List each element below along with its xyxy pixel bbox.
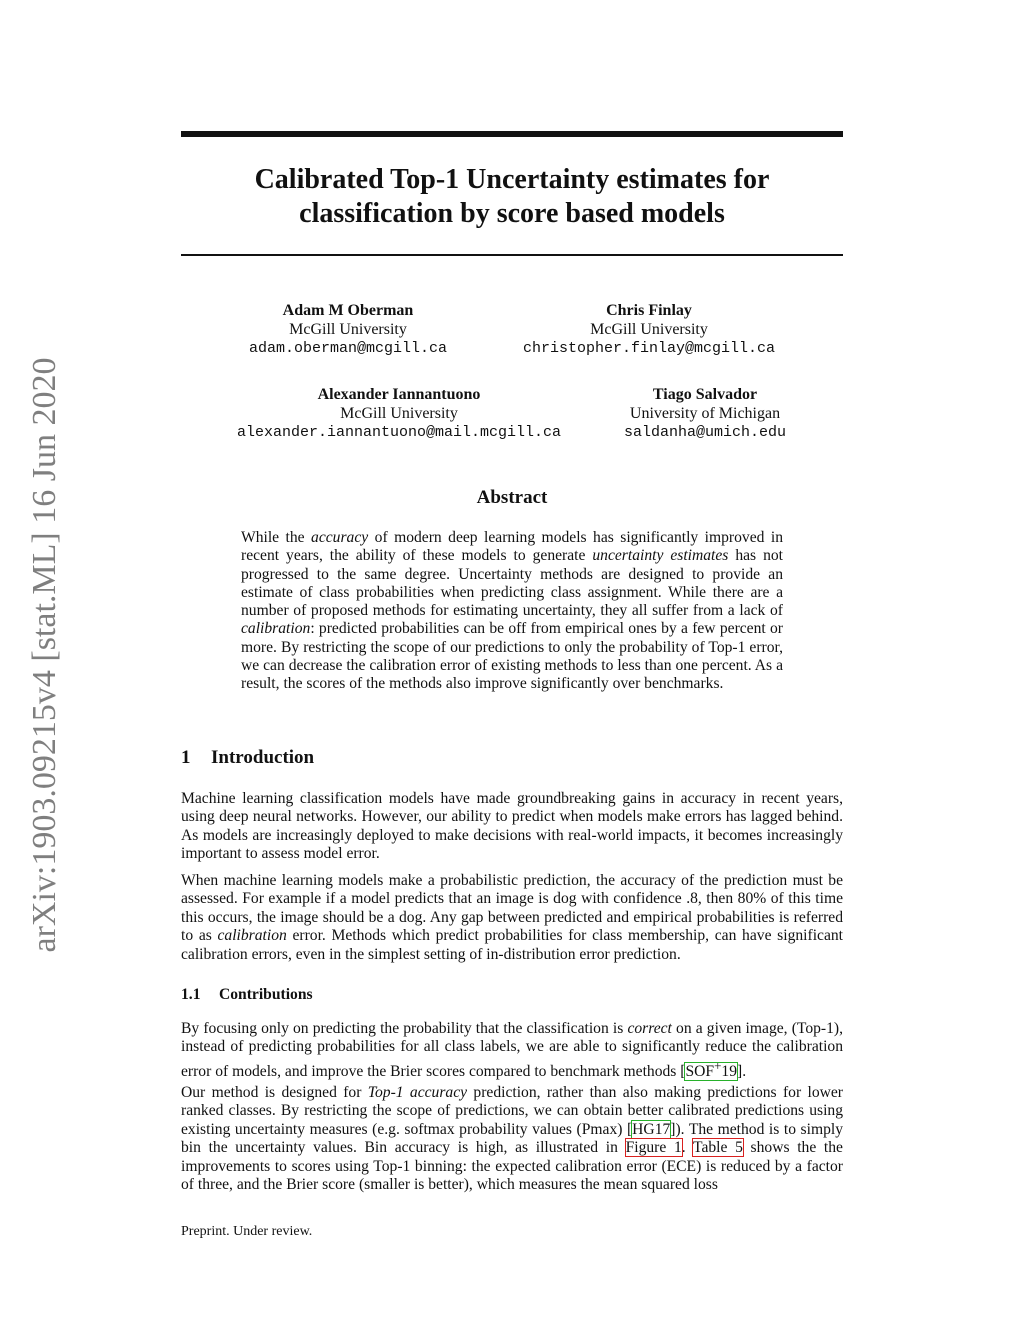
abstract-text: While the <box>241 529 312 546</box>
citation-superscript: + <box>714 1057 722 1073</box>
paper-title: Calibrated Top-1 Uncertainty estimates for classification by score based models <box>254 164 770 229</box>
title-bottom-rule <box>181 254 843 256</box>
paragraph-text: When machine learning models make a probabilistic prediction, the accuracy of the prediction must be assessed. For example if a model predicts that an image is dog with confidence .8, then 80% of this time this occurs, the image should be a dog. Any gap between predicted and empirical probabilities is referred to as <box>181 872 843 945</box>
abstract-emphasis: calibration <box>241 620 311 638</box>
author-block <box>236 385 562 442</box>
paragraph-emphasis: correct <box>627 1020 672 1037</box>
table-reference-link[interactable]: Table 5 <box>693 1139 743 1157</box>
abstract-text: has not progressed to the same degree. Uncertainty methods are designed to provide an estimate of class probabilities when predicting class assignment. While there are a number of proposed methods for estimating uncertainty, they all suffer from a lack of <box>241 547 784 620</box>
abstract-emphasis: uncertainty estimates <box>592 547 729 565</box>
author-name: Tiago Salvador <box>652 386 758 403</box>
paragraph-emphasis: Top-1 accuracy <box>367 1084 468 1101</box>
abstract-text: : predicted probabilities can be off from empirical ones by a few percent or more. By restricting the scope of our predictions to only the probability of Top-1 error, we can decrease the calibration error of existing methods to less than one percent. As a result, the scores of the methods also improve significantly over benchmarks. <box>241 620 783 693</box>
paragraph-text: ]). The method is to simply bin the uncertainty values. Bin accuracy is high, as illustrated in <box>181 1120 843 1157</box>
author-affiliation: McGill University <box>590 321 708 338</box>
subsection-number: 1.1 <box>181 986 201 1003</box>
author-block <box>248 301 448 358</box>
paragraph-text: . <box>681 1139 694 1157</box>
author-block <box>520 301 778 358</box>
paragraph-text: By focusing only on predicting the probability that the classification is <box>181 1020 628 1037</box>
intro-paragraph-1: Machine learning classification models have made groundbreaking gains in accuracy in recent years, using deep neural networks. However, our ability to predict when models make errors has lagged behind. As models are increasingly deployed to make decisions with real-world impacts, it becomes increasingly important to assess model error. <box>181 790 843 863</box>
contributions-paragraph-1 <box>181 1020 843 1081</box>
page-footer: Preprint. Under review. <box>181 1224 313 1239</box>
citation-link[interactable]: HG17 <box>632 1120 671 1138</box>
citation-link[interactable] <box>685 1057 738 1080</box>
section-title: Introduction <box>211 747 315 768</box>
subsection-heading-contributions <box>181 986 313 1004</box>
author-affiliation: McGill University <box>340 405 458 422</box>
author-name: Chris Finlay <box>606 302 692 319</box>
abstract-text: of modern deep learning models has significantly improved in recent years, the ability of these models to generate <box>241 529 784 565</box>
paragraph-text: ]. <box>737 1063 747 1080</box>
intro-paragraph-2 <box>181 872 843 964</box>
author-affiliation: McGill University <box>289 321 407 338</box>
paragraph-emphasis: calibration <box>217 927 287 945</box>
figure-reference-link[interactable]: Figure 1 <box>625 1139 682 1157</box>
paragraph-text: prediction, rather than also making predictions for lower ranked classes. By restricting the scope of predictions, we can obtain better calibrated predictions using existing uncertainty measures (e.g. softmax probability values (Pmax) [ <box>181 1084 843 1138</box>
abstract-heading: Abstract <box>476 487 548 508</box>
paragraph-text: Our method is designed for <box>181 1084 368 1101</box>
author-block <box>614 385 796 442</box>
author-name: Alexander Iannantuono <box>317 386 481 403</box>
abstract-emphasis: accuracy <box>311 529 369 546</box>
citation-year: 19 <box>721 1063 738 1080</box>
citation-text: SOF <box>685 1063 715 1080</box>
author-email[interactable]: christopher.finlay@mcgill.ca <box>522 340 776 357</box>
paragraph-text: shows the the improvements to scores using Top-1 binning: the expected calibration error (ECE) is reduced by a factor of three, and the Brier score (smaller is better), which measures the mean squared loss <box>181 1139 843 1194</box>
author-affiliation: University of Michigan <box>629 405 781 422</box>
section-number: 1 <box>181 747 191 768</box>
subsection-title: Contributions <box>219 986 313 1003</box>
paragraph-text: error. Methods which predict probabilities for class membership, can have significant calibration errors, even in the simplest setting of in-distribution error prediction. <box>181 927 844 963</box>
author-email[interactable]: alexander.iannantuono@mail.mcgill.ca <box>236 424 562 441</box>
contributions-paragraph-2 <box>181 1084 843 1194</box>
section-heading-introduction <box>181 747 314 769</box>
author-email[interactable]: adam.oberman@mcgill.ca <box>248 340 448 357</box>
abstract-body <box>241 529 783 694</box>
title-top-rule <box>181 131 843 137</box>
arxiv-identifier-stamp: arXiv:1903.09215v4 [stat.ML] 16 Jun 2020 <box>26 357 63 953</box>
author-name: Adam M Oberman <box>282 302 414 319</box>
paragraph-text: on a given image, (Top-1), instead of predicting probabilities for all class labels, we are able to significantly reduce the calibration error of models, and improve the Brier scores compared to benchmark methods [ <box>181 1020 843 1080</box>
author-email[interactable]: saldanha@umich.edu <box>623 424 787 441</box>
